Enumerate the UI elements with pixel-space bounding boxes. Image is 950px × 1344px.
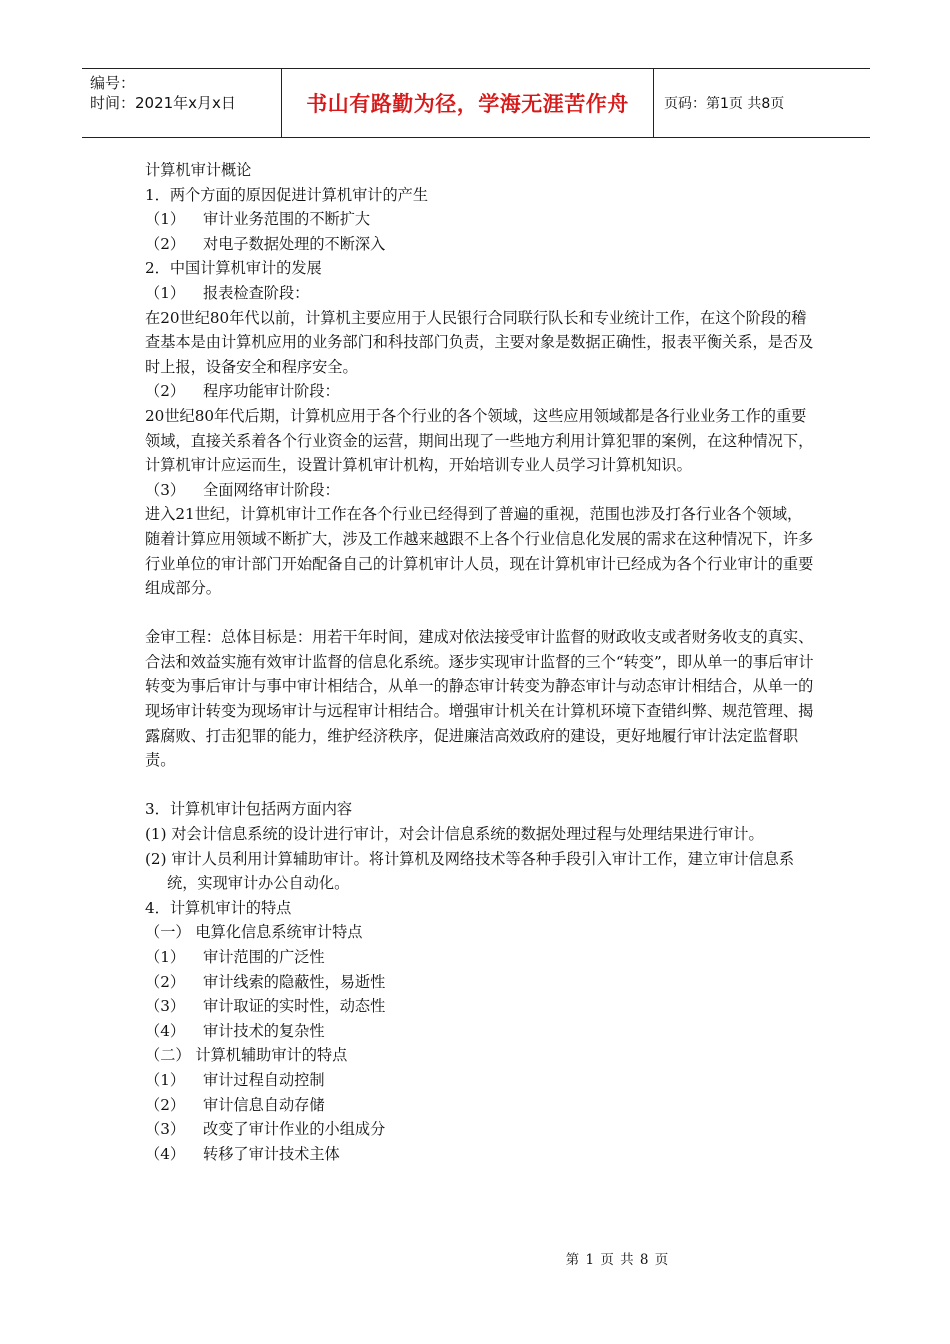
list-number: （1） [145, 210, 186, 229]
list-item [145, 1093, 815, 1118]
stage-title: 全面网络审计阶段： [203, 480, 340, 499]
list-text: 审计人员利用计算辅助审计。将计算机及网络技术等各种手段引入审计工作，建立审计信息系统，实现审计办公自动化。 [167, 849, 795, 893]
list-text: 转移了审计技术主体 [203, 1144, 340, 1163]
list-number: （2） [145, 382, 186, 401]
list-body [145, 847, 815, 896]
list-text: 对电子数据处理的不断深入 [203, 234, 386, 253]
section-2-heading: 2．中国计算机审计的发展 [145, 259, 322, 278]
list-number: （2） [145, 972, 186, 991]
list-text: 审计范围的广泛性 [203, 948, 325, 966]
list-number: （1） [145, 948, 186, 966]
stage-heading [145, 281, 815, 306]
page-footer: 第 1 页 共 8 页 [565, 1252, 669, 1268]
header-motto: 书山有路勤为径，学海无涯苦作舟 [282, 69, 654, 137]
paragraph: 20世纪80年代后期，计算机应用于各个行业的各个领域，这些应用领域都是各行业业务工作的重要领域，直接关系着各个行业资金的运营，期间出现了一些地方利用计算犯罪的案例，在这种情况下，计算机审计应运而生，设置计算机审计机构，开始培训专业人员学习计算机知识。 [145, 406, 814, 475]
page-header [82, 68, 870, 138]
list-number: （4） [145, 1144, 186, 1163]
list-number: （1） [145, 283, 186, 302]
subsection-title: （一） 电算化信息系统审计特点 [145, 923, 363, 942]
list-text: 对会计信息系统的设计进行审计，对会计信息系统的数据处理过程与处理结果进行审计。 [171, 825, 764, 844]
section-3-heading: 3．计算机审计包括两方面内容 [145, 800, 353, 819]
stage-title: 报表检查阶段： [203, 283, 310, 302]
section-1-heading: 1．两个方面的原因促进计算机审计的产生 [145, 185, 429, 204]
list-number: （4） [145, 1021, 186, 1040]
list-text: 审计线索的隐蔽性，易逝性 [203, 972, 386, 991]
list-text: 审计业务范围的不断扩大 [203, 210, 371, 229]
doc-time-label: 时间：2021年x月x日 [90, 94, 236, 112]
list-item [145, 232, 815, 257]
paragraph-jinshen: 金审工程：总体目标是：用若干年时间，建成对依法接受审计监督的财政收支或者财务收支的真实、合法和效益实施有效审计监督的信息化系统。逐步实现审计监督的三个“转变”，即从单一的事后审计转变为事后审计与事中审计相结合，从单一的静态审计转变为静态审计与动态审计相结合，从单一的现场审计转变为现场审计与远程审计相结合。增强审计机关在计算机环境下查错纠弊、规范管理、揭露腐败、打击犯罪的能力，维护经济秩序，促进廉洁高效政府的建设，更好地履行审计法定监督职责。 [145, 628, 814, 770]
blank-line [145, 773, 815, 798]
list-item [145, 1068, 815, 1093]
list-number: （1） [145, 1070, 186, 1089]
list-number: （3） [145, 997, 186, 1016]
list-text: 改变了审计作业的小组成分 [203, 1120, 386, 1139]
list-number: (1) [145, 825, 167, 844]
list-text: 审计技术的复杂性 [203, 1021, 325, 1040]
list-text: 审计信息自动存储 [203, 1095, 325, 1114]
doc-title: 计算机审计概论 [145, 161, 252, 179]
list-item [145, 994, 815, 1019]
section-4-heading: 4．计算机审计的特点 [145, 898, 292, 917]
paragraph: 在20世纪80年代以前，计算机主要应用于人民银行合同联行队长和专业统计工作，在这个阶段的稽查基本是由计算机应用的业务部门和科技部门负责，主要对象是数据正确性，报表平衡关系，是否及时上报，设备安全和程序安全。 [145, 308, 814, 376]
stage-heading [145, 478, 815, 503]
document-body [145, 158, 815, 1166]
list-number: （3） [145, 1120, 186, 1139]
list-item [145, 1019, 815, 1044]
list-body [145, 822, 764, 847]
header-page-label: 页码：第1页 共8页 [664, 96, 785, 112]
doc-number-label: 编号： [90, 74, 136, 92]
subsection-title: （二） 计算机辅助审计的特点 [145, 1046, 348, 1065]
list-number: （3） [145, 480, 186, 499]
list-number: （2） [145, 1095, 186, 1114]
list-item [145, 970, 815, 995]
list-item [145, 847, 815, 896]
list-item [145, 1117, 815, 1142]
paragraph: 进入21世纪，计算机审计工作在各个行业已经得到了普遍的重视，范围也涉及打各行业各个领域，随着计算应用领域不断扩大，涉及工作越来越跟不上各个行业信息化发展的需求在这种情况下，许多行业单位的审计部门开始配备自己的计算机审计人员，现在计算机审计已经成为各个行业审计的重要组成部分。 [145, 505, 814, 598]
blank-line [145, 601, 815, 626]
stage-heading [145, 379, 815, 404]
list-item [145, 822, 815, 847]
list-item [145, 945, 815, 970]
list-number: (2) [145, 849, 167, 868]
list-text: 审计过程自动控制 [203, 1070, 325, 1089]
list-text: 审计取证的实时性，动态性 [203, 997, 386, 1016]
list-item [145, 1142, 815, 1167]
stage-title: 程序功能审计阶段： [203, 382, 340, 401]
list-number: （2） [145, 234, 186, 253]
header-meta [82, 69, 282, 137]
list-item [145, 207, 815, 232]
